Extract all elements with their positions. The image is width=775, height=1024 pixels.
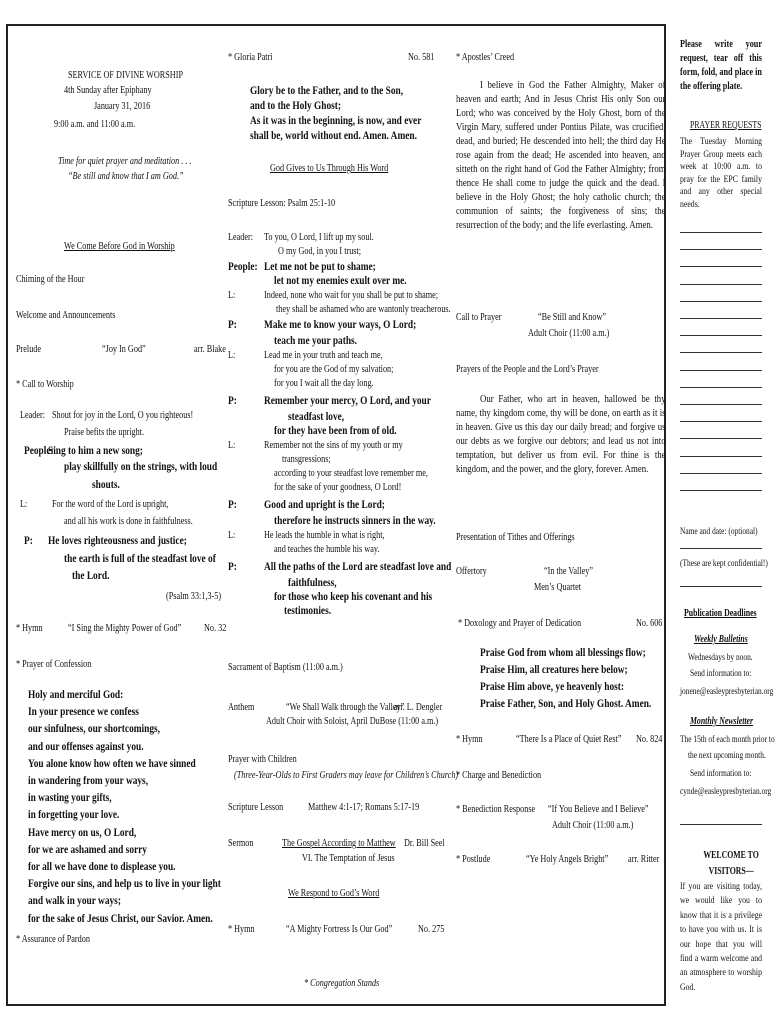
sermon-title: VI. The Temptation of Jesus [302, 853, 395, 864]
responsive-speaker: P: [228, 497, 237, 511]
responsive-line: the Lord. [72, 568, 110, 582]
responsive-line: He loves righteousness and justice; [48, 533, 187, 547]
welcome-visitors-title: WELCOME TO VISITORS— [703, 850, 759, 877]
hymn-number: No. 32 [204, 623, 227, 634]
responsive-line: To you, O Lord, I lift up my soul. [264, 232, 374, 243]
anthem-title: “We Shall Walk through the Valley” [286, 702, 405, 713]
write-line[interactable] [680, 284, 762, 285]
responsive-line: and teaches the humble his way. [274, 544, 380, 555]
benediction-response-label: * Benediction Response [456, 804, 536, 815]
responsive-speaker: People: [228, 259, 258, 273]
hymn2-title: “A Mighty Fortress Is Our God” [286, 924, 393, 935]
divider [680, 586, 762, 587]
apostles-creed-text: I believe in God the Father Almighty, Maker of heaven and earth; And in Jesus Christ His only Son our Lord; who was conceived by the Holy Ghost, born of the Virgin Mary, suffered under Pontius Pilate, was crucified, dead, and buried; He descended into hell; the third day He rose again from the dead; He ascended into heaven, and sitteth on the right hand of God the Father Almighty; from thence He shall come to judge the quick and the dead. I believe in the Holy Ghost; the holy catholic church; the communion of saints; the forgiveness of sins; the resurrection of the body; and the life everlasting. Amen. [456, 79, 666, 231]
welcome-announcements: Welcome and Announcements [16, 310, 116, 321]
responsive-line: testimonies. [284, 603, 332, 617]
sermon-series: The Gospel According to Matthew [282, 838, 396, 849]
confession-line: for the sake of Jesus Christ, our Savior. Amen. [28, 910, 213, 925]
lords-prayer-text: Our Father, who art in heaven, hallowed be thy name, thy kingdom come, thy will be done, on earth as it is in heaven. Give us this day our daily bread; and forgive us our debts as we forgive our debtors; and lead us not into temptation, but deliver us from evil. For thine is the kingdom, and the power, and the glory, forever. Amen. [456, 393, 666, 475]
confession-line: for we are ashamed and sorry [28, 841, 147, 856]
responsive-speaker: P: [24, 533, 33, 547]
section-heading-word: God Gives to Us Through His Word [270, 163, 389, 174]
section-heading-respond: We Respond to God’s Word [288, 888, 380, 899]
meditation-quote: “Be still and know that I am God.” [68, 171, 184, 182]
prayers-of-people: Prayers of the People and the Lord’s Prayer [456, 364, 599, 375]
hymn-title: “I Sing the Mighty Power of God” [68, 623, 182, 634]
monthly-email[interactable]: cynde@easleypresbyterian.org [680, 787, 772, 797]
gloria-label: * Gloria Patri [228, 52, 273, 63]
hymn3-number: No. 824 [636, 734, 663, 745]
confidential-note: (These are kept confidential!) [680, 559, 768, 569]
prayer-children-label: Prayer with Children [228, 754, 297, 765]
responsive-line: Good and upright is the Lord; [264, 497, 385, 511]
write-line[interactable] [680, 318, 762, 319]
postlude-title: “Ye Holy Angels Bright” [526, 854, 609, 865]
prelude-title: “Joy In God” [102, 344, 146, 355]
responsive-line: for the sake of your goodness, O Lord! [274, 482, 402, 493]
responsive-line: the earth is full of the steadfast love of [64, 551, 216, 565]
chiming-hour: Chiming of the Hour [16, 274, 85, 285]
service-date: January 31, 2016 [94, 101, 151, 112]
assurance-of-pardon: * Assurance of Pardon [16, 934, 90, 945]
responsive-line: and all his work is done in faithfulness. [64, 516, 193, 527]
write-line[interactable] [680, 266, 762, 267]
responsive-speaker: People: [24, 443, 54, 457]
prelude-label: Prelude [16, 344, 42, 355]
welcome-visitors-text: If you are visiting today, we would like you to know that it is a privilege to have you with us. It is our hope that you will find a warm welcome and an atmosphere to worship God. [680, 882, 762, 993]
responsive-line: Praise befits the upright. [64, 427, 145, 438]
confession-line: in wasting your gifts, [28, 790, 112, 805]
responsive-line: O my God, in you I trust; [278, 246, 362, 257]
write-line[interactable] [680, 370, 762, 371]
postlude-label: * Postlude [456, 854, 491, 865]
tithes-offerings: Presentation of Tithes and Offerings [456, 532, 575, 543]
doxology-line: Praise God from whom all blessings flow; [480, 645, 646, 659]
responsive-line: for you are the God of my salvation; [274, 364, 394, 375]
gloria-line: As it was in the beginning, is now, and ever [250, 113, 422, 127]
offertory-title: “In the Valley” [544, 566, 593, 577]
service-times: 9:00 a.m. and 11:00 a.m. [54, 119, 136, 130]
confession-line: and our offenses against you. [28, 738, 144, 753]
anthem-label: Anthem [228, 702, 255, 713]
confession-label: * Prayer of Confession [16, 659, 92, 670]
responsive-line: let not my enemies exult over me. [274, 273, 407, 287]
responsive-line: Indeed, none who wait for you shall be put to shame; [264, 290, 439, 301]
write-line[interactable] [680, 490, 762, 491]
sermon-preacher: Dr. Bill Seel [404, 838, 445, 849]
gloria-line: and to the Holy Ghost; [250, 98, 342, 112]
confession-line: In your presence we confess [28, 704, 139, 719]
confession-line: our sinfulness, our shortcomings, [28, 721, 161, 736]
doxology-number: No. 606 [636, 618, 663, 629]
postlude-arranger: arr. Ritter [628, 854, 660, 865]
column-3 [456, 26, 666, 1004]
meditation-line: Time for quiet prayer and meditation . . . [58, 156, 192, 167]
responsive-speaker: Leader: [228, 232, 254, 243]
call-to-worship-label: * Call to Worship [16, 379, 74, 390]
sidebar-intro: Please write your request, tear off this form, fold, and place in the offering plate. [680, 39, 762, 92]
responsive-line: Remember your mercy, O Lord, and your [264, 393, 431, 407]
write-line[interactable] [680, 387, 762, 388]
creed-label: * Apostles’ Creed [456, 52, 515, 63]
congregation-stands-note: * Congregation Stands [304, 978, 380, 989]
gloria-line: Glory be to the Father, and to the Son, [250, 83, 404, 97]
sacrament-baptism: Sacrament of Baptism (11:00 a.m.) [228, 662, 343, 673]
write-line[interactable] [680, 473, 762, 474]
prayer-requests-title: PRAYER REQUESTS [690, 120, 762, 131]
monthly-deadline: The 15th of each month prior to [680, 735, 775, 745]
offertory-label: Offertory [456, 566, 487, 577]
confession-line: in forgetting your love. [28, 807, 120, 822]
responsive-line: shouts. [92, 477, 120, 491]
responsive-line: play skillfully on the strings, with loud [64, 459, 218, 473]
confession-line: and walk in your ways; [28, 893, 121, 908]
anthem-performers: Adult Choir with Soloist, April DuBose (11:00 a.m.) [266, 716, 439, 727]
responsive-line: for those who keep his covenant and his [274, 589, 433, 603]
responsive-line: Let me not be put to shame; [264, 259, 376, 273]
responsive-speaker: L: [228, 530, 236, 541]
responsive-speaker: Leader: [20, 410, 46, 421]
write-line[interactable] [680, 456, 762, 457]
responsive-line: for you I wait all the day long. [274, 378, 374, 389]
responsive-line: For the word of the Lord is upright, [52, 499, 169, 510]
responsive-line: teach me your paths. [274, 333, 358, 347]
hymn3-label: * Hymn [456, 734, 483, 745]
responsive-line: Remember not the sins of my youth or my [264, 440, 403, 451]
responsive-line: Lead me in your truth and teach me, [264, 350, 383, 361]
gloria-line: shall be, world without end. Amen. Amen. [250, 128, 417, 142]
gloria-number: No. 581 [408, 52, 435, 63]
doxology-line: Praise Him above, ye heavenly host: [480, 679, 625, 693]
responsive-line: transgressions; [282, 454, 331, 465]
charge-benediction: * Charge and Benediction [456, 770, 542, 781]
write-line[interactable] [680, 438, 762, 439]
column-1 [14, 26, 227, 1004]
call-to-prayer-choir: Adult Choir (11:00 a.m.) [528, 328, 610, 339]
hymn3-title: “There Is a Place of Quiet Rest” [516, 734, 622, 745]
monthly-newsletter-title: Monthly Newsletter [690, 716, 754, 727]
responsive-speaker: P: [228, 317, 237, 331]
hymn2-number: No. 275 [418, 924, 445, 935]
responsive-speaker: L: [20, 499, 28, 510]
divider [680, 824, 762, 825]
doxology-line: Praise Him, all creatures here below; [480, 662, 628, 676]
responsive-speaker: P: [228, 393, 237, 407]
column-2 [228, 26, 459, 1004]
doxology-label: * Doxology and Prayer of Dedication [458, 618, 582, 629]
monthly-send-label: Send information to: [690, 769, 752, 779]
psalm-reference: (Psalm 33:1,3-5) [166, 591, 222, 602]
responsive-line: Make me to know your ways, O Lord; [264, 317, 417, 331]
name-date-line[interactable] [680, 548, 762, 549]
responsive-line: He leads the humble in what is right, [264, 530, 385, 541]
write-line[interactable] [680, 352, 762, 353]
responsive-line: Shout for joy in the Lord, O you righteous! [52, 410, 194, 421]
bulletin-frame [6, 24, 666, 1006]
benediction-response-choir: Adult Choir (11:00 a.m.) [552, 820, 634, 831]
confession-line: Holy and merciful God: [28, 687, 124, 701]
responsive-line: therefore he instructs sinners in the way. [274, 513, 436, 527]
scripture-lesson-psalm: Scripture Lesson: Psalm 25:1-10 [228, 198, 336, 209]
monthly-deadline-2: the next upcoming month. [688, 751, 766, 761]
responsive-speaker: L: [228, 440, 236, 451]
responsive-line: All the paths of the Lord are steadfast love and [264, 559, 452, 573]
write-line[interactable] [680, 335, 762, 336]
scripture-lesson-reference: Matthew 4:1-17; Romans 5:17-19 [308, 802, 420, 813]
service-sunday: 4th Sunday after Epiphany [64, 85, 152, 96]
section-heading-worship: We Come Before God in Worship [64, 241, 175, 252]
responsive-line: according to your steadfast love remember me, [274, 468, 428, 479]
write-line[interactable] [680, 249, 762, 250]
hymn2-label: * Hymn [228, 924, 255, 935]
call-to-prayer-title: “Be Still and Know” [538, 312, 607, 323]
responsive-line: they shall be ashamed who are wantonly treacherous. [276, 304, 451, 315]
confession-line: for all we have done to displease you. [28, 859, 176, 873]
benediction-response-title: “If You Believe and I Believe” [548, 804, 649, 815]
weekly-bulletins-title: Weekly Bulletins [694, 634, 748, 645]
confession-line: Have mercy on us, O Lord, [28, 824, 137, 839]
write-line[interactable] [680, 232, 762, 233]
confession-line: Forgive our sins, and help us to live in your light [28, 876, 221, 891]
responsive-speaker: L: [228, 290, 236, 301]
write-line[interactable] [680, 301, 762, 302]
responsive-line: steadfast love, [288, 409, 345, 423]
prelude-arranger: arr. Blake [194, 344, 226, 355]
responsive-line: for they have been from of old. [274, 423, 397, 437]
offertory-performers: Men’s Quartet [534, 582, 582, 593]
hymn-label: * Hymn [16, 623, 43, 634]
prayer-children-note: (Three-Year-Olds to First Graders may leave for Children’s Church) [234, 770, 459, 781]
responsive-speaker: L: [228, 350, 236, 361]
weekly-deadline: Wednesdays by noon. [688, 653, 753, 663]
write-line[interactable] [680, 404, 762, 405]
weekly-send-label: Send information to: [690, 669, 752, 679]
sermon-label: Sermon [228, 838, 254, 849]
responsive-line: faithfulness, [288, 575, 337, 589]
call-to-prayer-label: Call to Prayer [456, 312, 502, 323]
scripture-lesson-label: Scripture Lesson [228, 802, 284, 813]
responsive-speaker: P: [228, 559, 237, 573]
responsive-line: Sing to him a new song; [48, 443, 143, 457]
name-date-label: Name and date: (optional) [680, 527, 758, 537]
anthem-arranger: arr. L. Dengler [394, 702, 443, 713]
confession-line: You alone know how often we have sinned [28, 755, 196, 770]
prayer-requests-text: The Tuesday Morning Prayer Group meets each week at 10:00 a.m. to pray for the EPC family and any other special needs. [680, 137, 762, 210]
publication-deadlines-title: Publication Deadlines [684, 608, 757, 619]
service-title: SERVICE OF DIVINE WORSHIP [68, 70, 184, 81]
confession-line: in wandering from your ways, [28, 773, 149, 787]
doxology-line: Praise Father, Son, and Holy Ghost. Amen. [480, 696, 652, 710]
weekly-email[interactable]: jonene@easleypresbyterian.org [680, 687, 774, 697]
write-line[interactable] [680, 421, 762, 422]
